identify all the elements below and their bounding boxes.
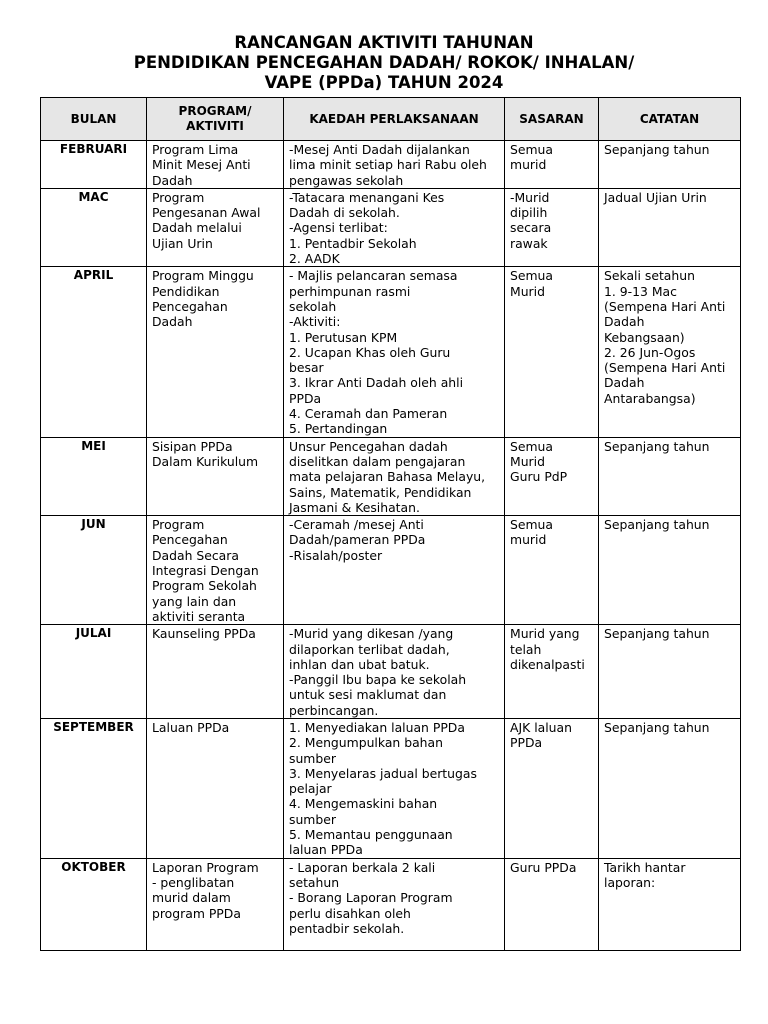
cell-sasaran: Murid yang telah dikenalpasti [505,625,599,719]
cell-program: Program Lima Minit Mesej Anti Dadah [147,141,284,189]
cell-catatan: Sekali setahun 1. 9-13 Mac (Sempena Hari Anti Dadah Kebangsaan) 2. 26 Jun-Ogos (Sempena Hari Anti Dadah Antarabangsa) [599,267,741,437]
cell-bulan: MEI [41,437,147,515]
title-line-1: RANCANGAN AKTIVITI TAHUNAN [234,33,534,52]
activity-table [40,97,741,951]
cell-bulan: JUN [41,516,147,625]
cell-bulan: MAC [41,188,147,266]
cell-kaedah: -Murid yang dikesan /yang dilaporkan terlibat dadah, inhlan dan ubat batuk. -Panggil Ibu bapa ke sekolah untuk sesi maklumat dan perbincangan. [284,625,505,719]
cell-bulan: OKTOBER [41,858,147,950]
cell-bulan: JULAI [41,625,147,719]
cell-catatan: Sepanjang tahun [599,141,741,189]
cell-sasaran: -Murid dipilih secara rawak [505,188,599,266]
header-program: PROGRAM/ AKTIVITI [147,98,284,141]
cell-bulan: APRIL [41,267,147,437]
cell-bulan: FEBRUARI [41,141,147,189]
cell-kaedah: -Tatacara menangani Kes Dadah di sekolah. -Agensi terlibat: 1. Pentadbir Sekolah 2. AADK [284,188,505,266]
cell-kaedah: - Laporan berkala 2 kali setahun - Borang Laporan Program perlu disahkan oleh pentadbir sekolah. [284,858,505,950]
cell-sasaran: Semua murid [505,516,599,625]
cell-catatan: Tarikh hantar laporan: [599,858,741,950]
cell-kaedah: - Majlis pelancaran semasa perhimpunan rasmi sekolah -Aktiviti: 1. Perutusan KPM 2. Ucapan Khas oleh Guru besar 3. Ikrar Anti Dadah oleh ahli PPDa 4. Ceramah dan Pameran 5. Pertandingan [284,267,505,437]
cell-catatan: Sepanjang tahun [599,718,741,858]
cell-program: Sisipan PPDa Dalam Kurikulum [147,437,284,515]
table-header-row [41,98,741,141]
table-row [41,858,741,950]
cell-program: Program Pengesanan Awal Dadah melalui Ujian Urin [147,188,284,266]
table-row [41,437,741,515]
document-title [0,33,768,93]
cell-sasaran: Semua Murid [505,267,599,437]
cell-catatan: Sepanjang tahun [599,437,741,515]
header-sasaran: SASARAN [505,98,599,141]
table-row [41,718,741,858]
title-line-2: PENDIDIKAN PENCEGAHAN DADAH/ ROKOK/ INHALAN/ [133,53,635,72]
cell-catatan: Sepanjang tahun [599,516,741,625]
cell-program: Laporan Program - penglibatan murid dalam program PPDa [147,858,284,950]
cell-sasaran: AJK laluan PPDa [505,718,599,858]
title-line-3: VAPE (PPDa) TAHUN 2024 [264,73,504,92]
header-kaedah: KAEDAH PERLAKSANAAN [284,98,505,141]
cell-program: Laluan PPDa [147,718,284,858]
cell-program: Program Minggu Pendidikan Pencegahan Dadah [147,267,284,437]
cell-kaedah: 1. Menyediakan laluan PPDa 2. Mengumpulkan bahan sumber 3. Menyelaras jadual bertugas pelajar 4. Mengemaskini bahan sumber 5. Memantau penggunaan laluan PPDa [284,718,505,858]
cell-program: Program Pencegahan Dadah Secara Integrasi Dengan Program Sekolah yang lain dan aktiviti seranta [147,516,284,625]
header-bulan: BULAN [41,98,147,141]
table-row [41,267,741,437]
cell-kaedah: Unsur Pencegahan dadah diselitkan dalam pengajaran mata pelajaran Bahasa Melayu, Sains, Matematik, Pendidikan Jasmani & Kesihatan. [284,437,505,515]
cell-sasaran: Semua Murid Guru PdP [505,437,599,515]
table-row [41,516,741,625]
cell-kaedah: -Mesej Anti Dadah dijalankan lima minit setiap hari Rabu oleh pengawas sekolah [284,141,505,189]
cell-program: Kaunseling PPDa [147,625,284,719]
cell-catatan: Sepanjang tahun [599,625,741,719]
table-row [41,141,741,189]
table-row [41,625,741,719]
cell-sasaran: Guru PPDa [505,858,599,950]
cell-catatan: Jadual Ujian Urin [599,188,741,266]
cell-bulan: SEPTEMBER [41,718,147,858]
header-catatan: CATATAN [599,98,741,141]
table-row [41,188,741,266]
cell-kaedah: -Ceramah /mesej Anti Dadah/pameran PPDa -Risalah/poster [284,516,505,625]
cell-sasaran: Semua murid [505,141,599,189]
